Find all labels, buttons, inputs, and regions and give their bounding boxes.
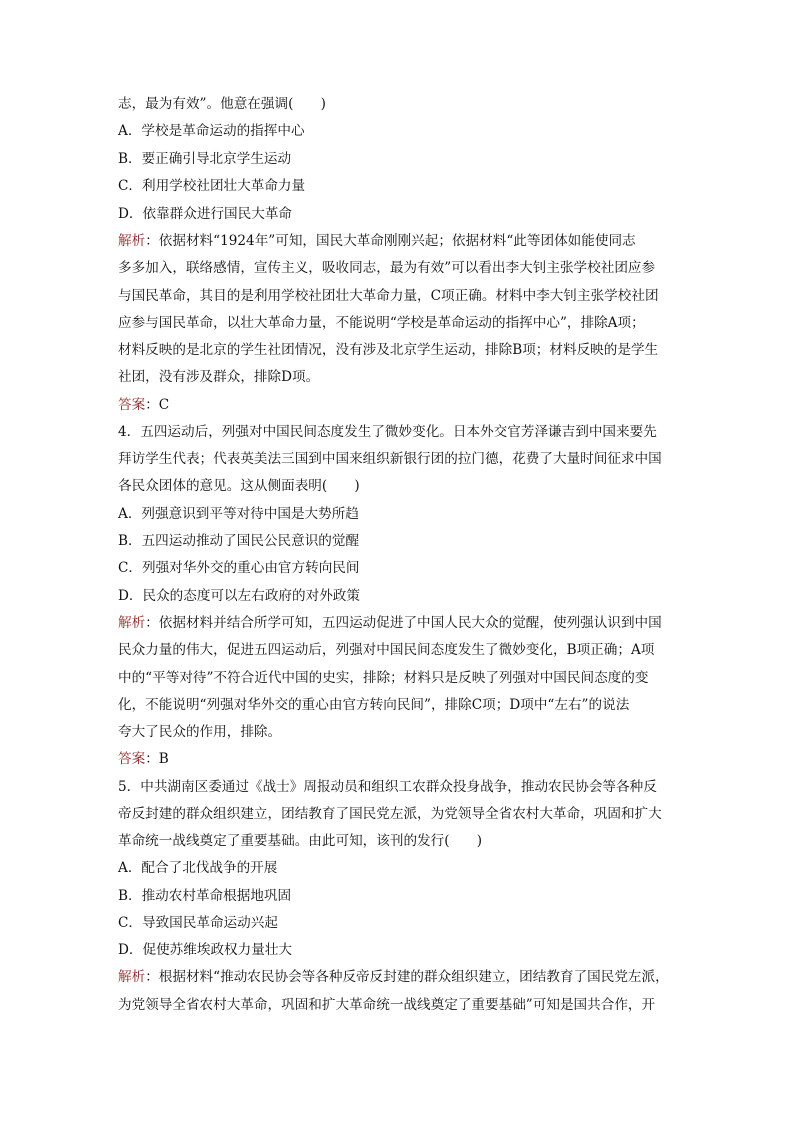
q3-analysis-line-3: 与国民革命，其目的是利用学校社团壮大革命力量，C项正确。材料中李大钊主张学校社团 <box>118 288 659 304</box>
q4-option-b: B．五四运动推动了国民公民意识的觉醒 <box>118 533 360 549</box>
q5-option-c: C．导致国民革命运动兴起 <box>118 915 278 931</box>
q3-analysis-line-1 <box>118 232 678 250</box>
q3-option-d: D．依靠群众进行国民大革命 <box>118 206 293 222</box>
q4-stem-line-2: 拜访学生代表；代表英美法三国到中国来组织新银行团的拉门德，花费了大量时间征求中国 <box>118 451 662 467</box>
q5-analysis-label: 解析 <box>118 969 146 985</box>
q4-stem-line-1: 4．五四运动后，列强对中国民间态度发生了微妙变化。日本外交官芳泽谦吉到中国来要先 <box>118 424 657 440</box>
q5-stem-line-2: 帝反封建的群众组织建立，团结教育了国民党左派，为党领导全省农村大革命，巩固和扩大 <box>118 806 662 822</box>
q3-analysis-label: 解析 <box>118 233 146 249</box>
q4-analysis-line-2: 民众力量的伟大，促进五四运动后，列强对中国民间态度发生了微妙变化，B项正确；A项 <box>118 642 655 658</box>
q4-analysis-label: 解析 <box>118 615 146 631</box>
q3-analysis-line-2: 多多加入，联络感情，宣传主义，吸收同志，最为有效”可以看出李大钊主张学校社团应参 <box>118 260 656 276</box>
q3-option-c: C．利用学校社团壮大革命力量 <box>118 178 306 194</box>
q4-answer-label: 答案 <box>118 751 146 767</box>
q4-analysis-line-4: 化，不能说明“列强对华外交的重心由官方转向民间”，排除C项；D项中“左右”的说法 <box>118 697 630 713</box>
q5-stem-line-3: 革命统一战线奠定了重要基础。由此可知，该刊的发行( ) <box>118 833 483 849</box>
q3-answer <box>118 396 678 414</box>
q3-analysis-text-1: ：依据材料“1924年”可知，国民大革命刚刚兴起；依据材料“此等团体如能使同志 <box>145 233 636 249</box>
q3-analysis-line-4: 应参与国民革命，以壮大革命力量，不能说明“学校是革命运动的指挥中心”，排除A项； <box>118 315 645 331</box>
q4-analysis-text-1: ：依据材料并结合所学可知，五四运动促进了中国人民大众的觉醒，使列强认识到中国 <box>145 615 662 631</box>
q3-answer-value: ：C <box>145 397 170 413</box>
q4-analysis-line-3: 中的“平等对待”不符合近代中国的史实，排除；材料只是反映了列强对中国民间态度的变 <box>118 670 649 686</box>
q3-option-a: A．学校是革命运动的指挥中心 <box>118 123 305 139</box>
q3-stem-end: 志，最为有效”。他意在强调( ) <box>118 96 326 112</box>
q3-answer-label: 答案 <box>118 397 146 413</box>
q4-answer <box>118 750 678 768</box>
q4-analysis-line-1 <box>118 614 678 632</box>
q3-analysis-line-6: 社团，没有涉及群众，排除D项。 <box>118 369 320 385</box>
q5-analysis-text-1: ：根据材料“推动农民协会等各种反帝反封建的群众组织建立，团结教育了国民党左派， <box>145 969 669 985</box>
q5-option-a: A．配合了北伐战争的开展 <box>118 860 278 876</box>
q3-analysis-line-5: 材料反映的是北京的学生社团情况，没有涉及北京学生运动，排除B项；材料反映的是学生 <box>118 342 659 358</box>
q4-option-d: D．民众的态度可以左右政府的对外政策 <box>118 588 360 604</box>
q4-option-a: A．列强意识到平等对待中国是大势所趋 <box>118 506 359 522</box>
q5-stem-line-1: 5．中共湖南区委通过《战士》周报动员和组织工农群众投身战争，推动农民协会等各种反 <box>118 779 657 795</box>
q4-answer-value: ：B <box>145 751 169 767</box>
q4-stem-line-3: 各民众团体的意见。这从侧面表明( ) <box>118 478 360 494</box>
q4-option-c: C．列强对华外交的重心由官方转向民间 <box>118 560 360 576</box>
q5-analysis-line-2: 为党领导全省农村大革命，巩固和扩大革命统一战线奠定了重要基础”可知是国共合作，开 <box>118 997 656 1013</box>
q5-option-d: D．促使苏维埃政权力量壮大 <box>118 942 293 958</box>
q3-option-b: B．要正确引导北京学生运动 <box>118 151 292 167</box>
q4-analysis-line-5: 夸大了民众的作用，排除。 <box>118 724 282 740</box>
q5-analysis-line-1 <box>118 968 678 986</box>
q5-option-b: B．推动农村革命根据地巩固 <box>118 888 292 904</box>
